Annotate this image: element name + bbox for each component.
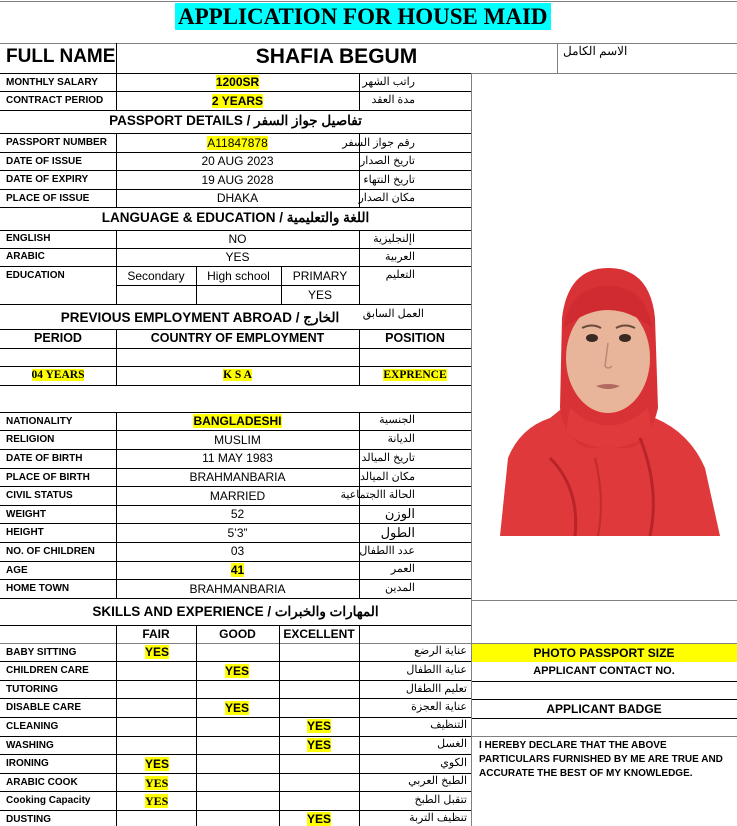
- height-label: HEIGHT: [6, 527, 44, 538]
- applicant-portrait-icon: [480, 258, 728, 536]
- education-arabic: التعليم: [385, 269, 415, 281]
- skill-arabic: تعليم االطفال: [405, 683, 467, 695]
- contract-period-label: CONTRACT PERIOD: [6, 95, 104, 106]
- divider: [0, 523, 471, 524]
- divider: [0, 791, 471, 792]
- top-border: [0, 1, 737, 2]
- skill-arabic: عناية االطفال: [406, 664, 467, 676]
- applicant-badge-label: APPLICANT BADGE: [546, 702, 662, 716]
- divider: [196, 625, 197, 826]
- place-of-issue-arabic: مكان الصدار: [358, 192, 415, 204]
- divider: [0, 698, 471, 699]
- divider: [0, 542, 471, 543]
- divider: [0, 110, 471, 111]
- divider: [279, 625, 280, 826]
- employment-position-value: EXPRENCE: [383, 369, 447, 381]
- divider: [0, 304, 471, 305]
- education-level-highschool: High school: [207, 269, 270, 283]
- nationality-label: NATIONALITY: [6, 416, 73, 427]
- date-of-expiry-value: 19 AUG 2028: [201, 173, 274, 187]
- skill-excellent-value: YES: [307, 812, 332, 826]
- divider: [472, 718, 737, 719]
- date-of-expiry-label: DATE OF EXPIRY: [6, 174, 89, 185]
- divider: [0, 661, 471, 662]
- divider: [472, 736, 737, 737]
- declaration-text: I HEREBY DECLARE THAT THE ABOVE PARTICULARS FURNISHED BY ME ARE TRUE AND ACCURATE THE BEST OF MY KNOWLEDGE.: [479, 740, 723, 779]
- arabic-value: YES: [225, 250, 250, 264]
- skill-arabic: الغسل: [437, 738, 467, 750]
- home-town-arabic: المدين: [385, 582, 415, 594]
- education-level-secondary: Secondary: [127, 269, 185, 283]
- language-section-heading: LANGUAGE & EDUCATION / اللغة والتعليمية: [101, 210, 370, 225]
- passport-number-label: PASSPORT NUMBER: [6, 137, 107, 148]
- divider: [472, 600, 737, 601]
- skills-section-heading: SKILLS AND EXPERIENCE / المهارات والخبرات: [92, 604, 379, 619]
- divider: [0, 486, 471, 487]
- divider: [0, 248, 471, 249]
- divider: [0, 266, 471, 267]
- place-of-issue-value: DHAKA: [216, 191, 259, 205]
- date-of-expiry-arabic: تاريخ النتهاء: [363, 174, 415, 186]
- skill-arabic: عناية العجزة: [411, 701, 467, 713]
- skill-fair-value: YES: [145, 776, 169, 790]
- divider: [0, 230, 471, 231]
- dob-value: 11 MAY 1983: [202, 451, 273, 465]
- monthly-salary-arabic: راتب الشهر: [362, 76, 415, 88]
- weight-arabic: الوزن: [384, 506, 415, 521]
- column-fair: FAIR: [142, 627, 170, 641]
- skill-label: CHILDREN CARE: [6, 665, 89, 676]
- monthly-salary-label: MONTHLY SALARY: [6, 77, 98, 88]
- place-of-issue-label: PLACE OF ISSUE: [6, 193, 90, 204]
- divider: [472, 699, 737, 700]
- age-value: 41: [230, 563, 245, 577]
- weight-value: 52: [230, 507, 245, 521]
- skill-label: DUSTING: [6, 814, 51, 825]
- divider: [0, 430, 471, 431]
- column-country: COUNTRY OF EMPLOYMENT: [150, 331, 325, 345]
- pob-arabic: مكان الميالد: [359, 471, 415, 483]
- skill-excellent-value: YES: [307, 719, 332, 733]
- skill-arabic: تنظيف التربة: [409, 812, 467, 824]
- skill-label: TUTORING: [6, 684, 59, 695]
- date-of-issue-value: 20 AUG 2023: [201, 154, 274, 168]
- skill-label: DISABLE CARE: [6, 702, 82, 713]
- religion-value: MUSLIM: [214, 433, 261, 447]
- religion-arabic: الديانة: [387, 433, 415, 445]
- religion-label: RELIGION: [6, 434, 55, 445]
- column-good: GOOD: [219, 627, 256, 641]
- skill-label: WASHING: [6, 740, 54, 751]
- column-position: POSITION: [385, 331, 445, 345]
- divider: [557, 43, 558, 73]
- divider: [0, 468, 471, 469]
- weight-label: WEIGHT: [6, 509, 46, 520]
- employment-section-heading: PREVIOUS EMPLOYMENT ABROAD / الخارج: [60, 310, 340, 325]
- home-town-value: BRAHMANBARIA: [189, 582, 286, 596]
- divider: [0, 449, 471, 450]
- skill-arabic: عناية الرضع: [414, 645, 467, 657]
- passport-section-heading: PASSPORT DETAILS / تفاصيل جواز السفر: [109, 113, 362, 128]
- divider: [0, 625, 471, 626]
- home-town-label: HOME TOWN: [6, 583, 70, 594]
- skill-arabic: الكوي: [440, 757, 467, 769]
- divider: [0, 91, 471, 92]
- skill-arabic: تتقبل الطبخ: [414, 794, 467, 806]
- skill-label: CLEANING: [6, 721, 59, 732]
- divider: [0, 133, 471, 134]
- divider: [0, 754, 471, 755]
- divider: [0, 598, 471, 599]
- skill-excellent-value: YES: [307, 738, 332, 752]
- form-title: APPLICATION FOR HOUSE MAID: [175, 3, 551, 30]
- age-arabic: العمر: [390, 563, 415, 575]
- skill-good-value: YES: [225, 664, 250, 678]
- civil-status-value: MARRIED: [209, 489, 266, 503]
- divider: [0, 189, 471, 190]
- photo-passport-size-label: PHOTO PASSPORT SIZE: [533, 646, 675, 660]
- children-value: 03: [230, 544, 245, 558]
- divider: [116, 625, 117, 826]
- contract-period-arabic: مدة العقد: [371, 94, 415, 106]
- skill-label: ARABIC COOK: [6, 777, 78, 788]
- date-of-issue-arabic: تاريخ الصدار: [359, 155, 415, 167]
- full-name-value: SHAFIA BEGUM: [255, 45, 418, 68]
- civil-status-arabic: الحالة االجتماعية: [340, 489, 415, 501]
- divider: [472, 681, 737, 682]
- divider: [472, 73, 737, 74]
- full-name-label: FULL NAME: [6, 46, 116, 67]
- date-of-issue-label: DATE OF ISSUE: [6, 156, 82, 167]
- applicant-contact-field[interactable]: [480, 683, 730, 699]
- skill-fair-value: YES: [145, 645, 170, 659]
- skill-arabic: الطبخ العربي: [408, 775, 467, 787]
- english-label: ENGLISH: [6, 233, 51, 244]
- divider: [0, 385, 471, 386]
- divider: [0, 152, 471, 153]
- english-value: NO: [228, 232, 247, 246]
- divider: [0, 579, 471, 580]
- nationality-value: BANGLADESHI: [193, 414, 282, 428]
- children-label: NO. OF CHILDREN: [6, 546, 95, 557]
- divider: [0, 170, 471, 171]
- employment-country-value: K S A: [223, 369, 252, 381]
- nationality-arabic: الجنسية: [379, 414, 415, 426]
- english-arabic: اإلنجليزية: [373, 233, 415, 245]
- column-excellent: EXCELLENT: [283, 627, 355, 641]
- height-arabic: الطول: [380, 525, 415, 540]
- employment-period-value: 04 YEARS: [31, 369, 85, 381]
- divider: [0, 73, 472, 74]
- arabic-label: ARABIC: [6, 251, 45, 262]
- divider: [0, 366, 471, 367]
- pob-value: BRAHMANBARIA: [189, 470, 286, 484]
- employment-heading-arabic: العمل السابق: [362, 308, 424, 320]
- monthly-salary-value: 1200SR: [215, 75, 260, 89]
- skill-fair-value: YES: [145, 794, 169, 808]
- applicant-contact-label: APPLICANT CONTACT NO.: [533, 665, 675, 677]
- education-primary-value: YES: [307, 288, 332, 302]
- skill-label: Cooking Capacity: [6, 795, 91, 806]
- skill-label: BABY SITTING: [6, 647, 77, 658]
- divider: [0, 207, 471, 208]
- skill-arabic: التنظيف: [430, 719, 467, 731]
- dob-arabic: تاريخ الميالد: [361, 452, 415, 464]
- contract-period-value: 2 YEARS: [211, 94, 264, 108]
- full-name-arabic: الاسم الكامل: [563, 44, 628, 58]
- divider: [0, 348, 471, 349]
- divider: [116, 285, 359, 286]
- civil-status-label: CIVIL STATUS: [6, 490, 73, 501]
- divider: [0, 680, 471, 681]
- arabic-arabic: العربية: [384, 251, 415, 263]
- skill-label: IRONING: [6, 758, 49, 769]
- passport-number-arabic: رقم جواز السفر: [342, 137, 415, 149]
- education-label: EDUCATION: [6, 270, 65, 281]
- passport-number-value: A11847878: [207, 136, 268, 150]
- divider: [0, 329, 471, 330]
- education-level-primary: PRIMARY: [292, 269, 348, 283]
- age-label: AGE: [6, 565, 28, 576]
- applicant-photo: [480, 258, 728, 536]
- children-arabic: عدد االطفال: [359, 545, 415, 557]
- pob-label: PLACE OF BIRTH: [6, 472, 90, 483]
- column-period: PERIOD: [34, 331, 82, 345]
- dob-label: DATE OF BIRTH: [6, 453, 83, 464]
- height-value: 5’3”: [227, 526, 248, 540]
- skill-good-value: YES: [225, 701, 250, 715]
- skill-fair-value: YES: [145, 757, 170, 771]
